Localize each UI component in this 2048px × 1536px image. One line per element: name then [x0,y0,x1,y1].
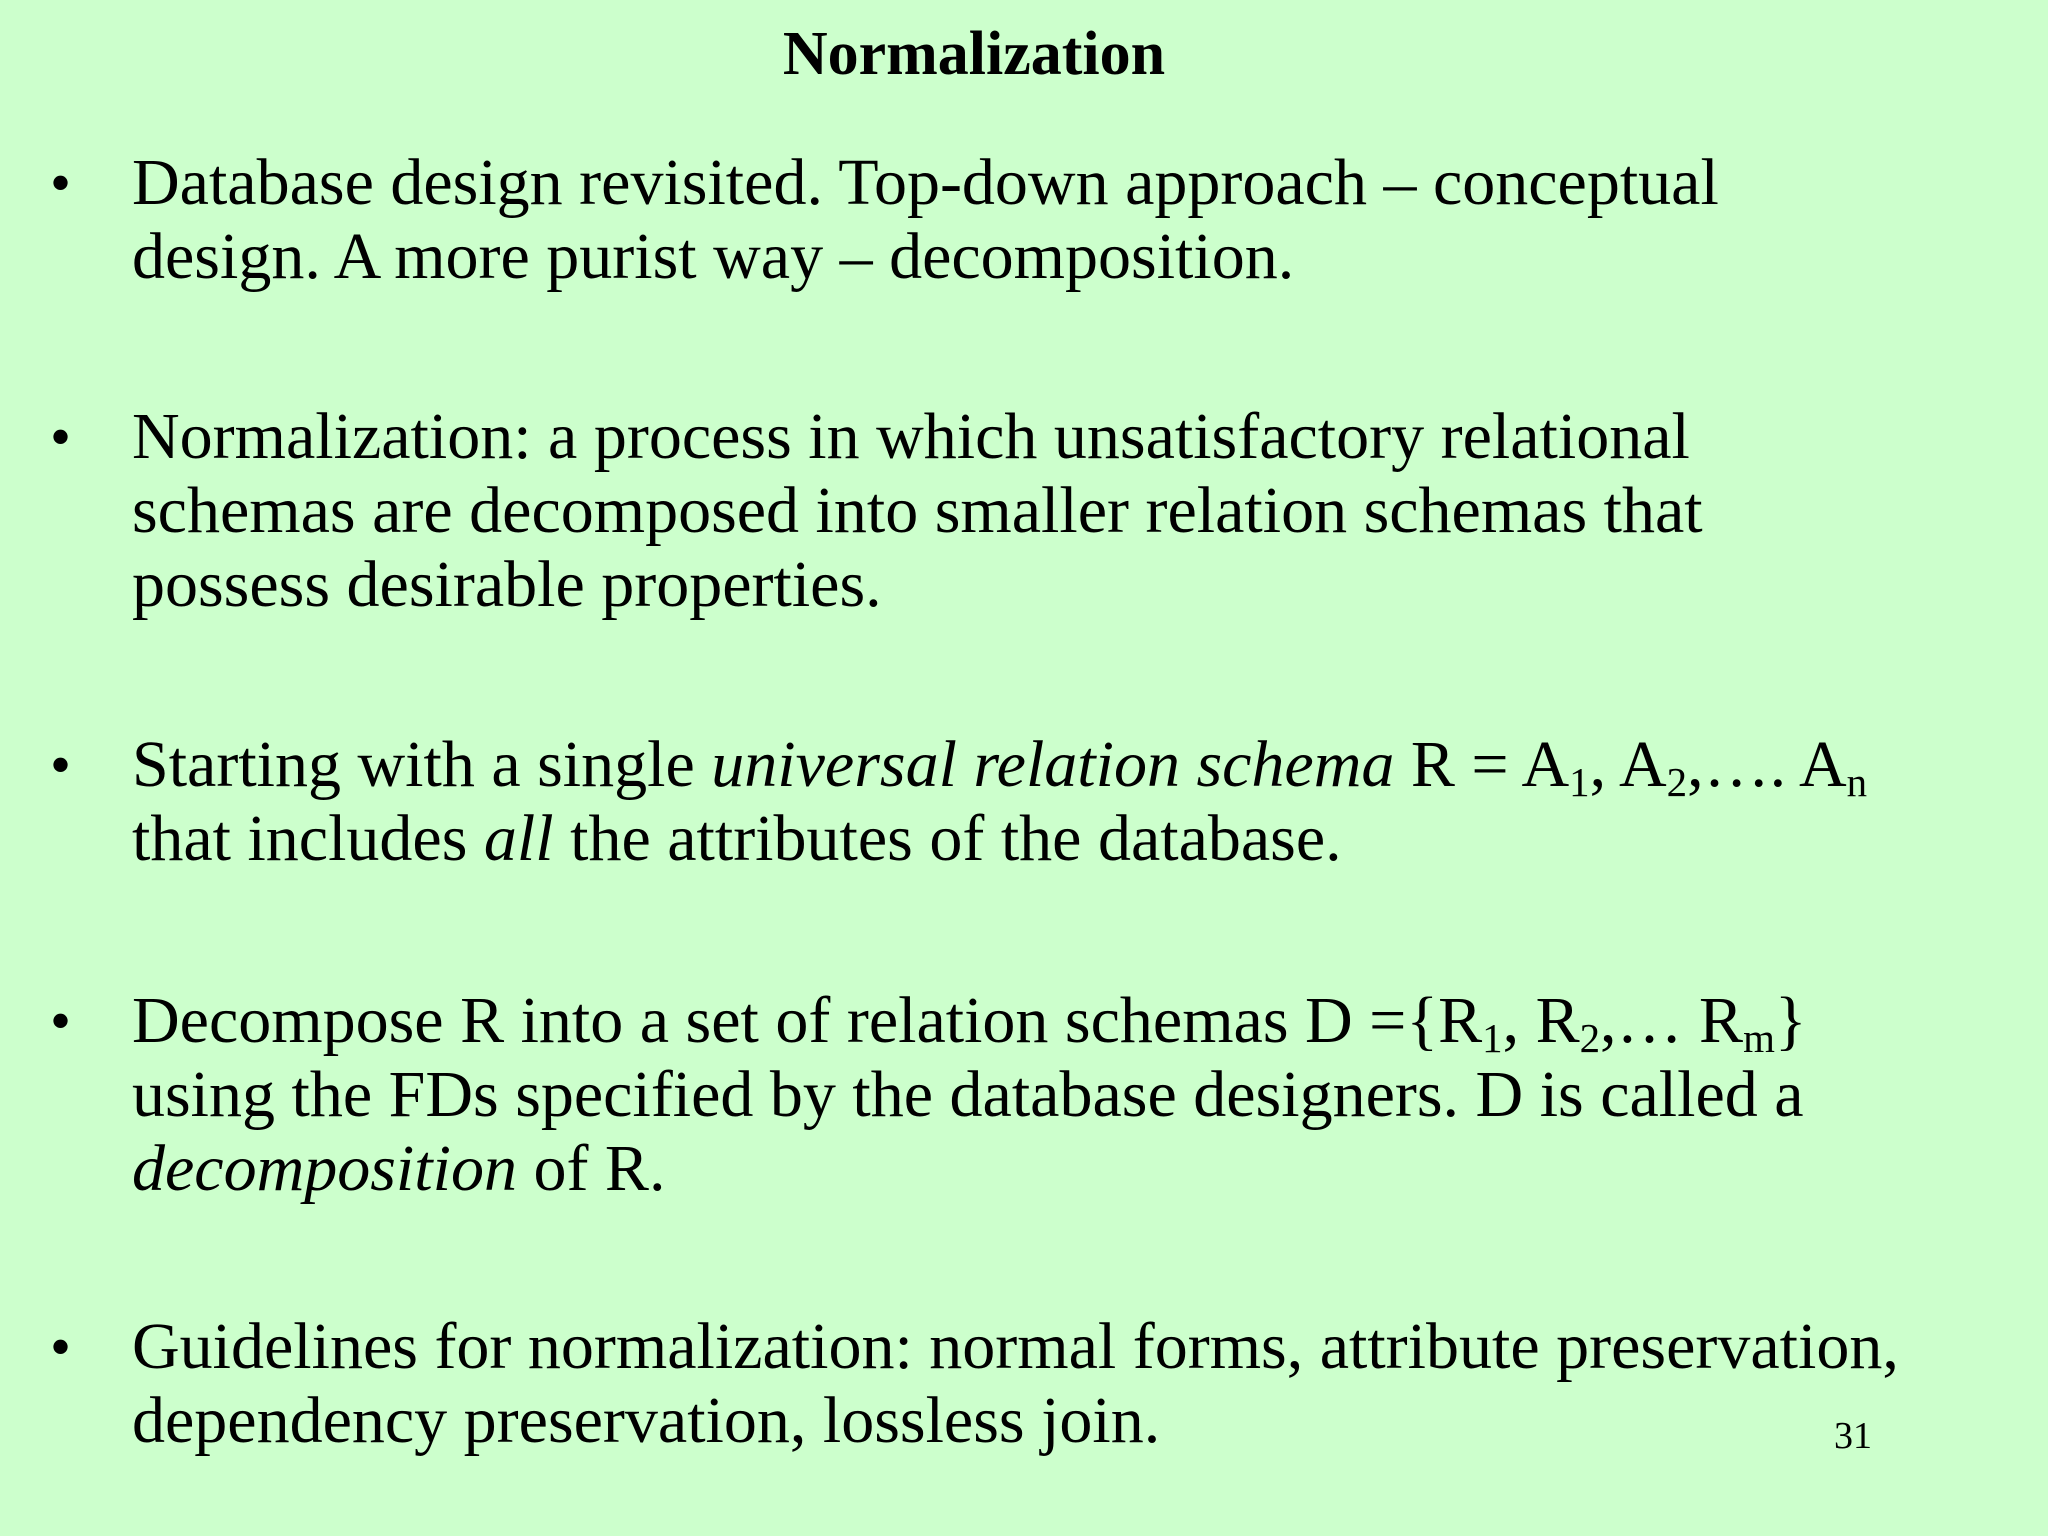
bullet-text [132,728,1992,876]
text-run: ,… R [1600,984,1744,1057]
bullet-line [132,984,1992,1062]
text-run: Decompose R into a set of relation schemas D ={R [132,984,1483,1057]
bullet-line: Database design revisited. Top-down approach – conceptual [132,146,1719,219]
bullet-dot-icon: • [50,732,72,798]
bullet-dot-icon: • [50,404,72,470]
subscript: 1 [1482,1016,1503,1062]
bullet-line: Guidelines for normalization: normal forms, attribute preservation, [132,1310,1899,1383]
subscript: 1 [1569,760,1590,806]
bullet-dot-icon: • [50,988,72,1054]
bullet-line: dependency preservation, lossless join. [132,1384,1161,1457]
page-number: 31 [1834,1415,1872,1457]
text-run: R = A [1394,728,1570,801]
bullet-text [132,1310,1992,1458]
text-run: the attributes of the database. [553,802,1342,875]
bullet-line [132,802,1992,876]
subscript: 2 [1579,1016,1601,1062]
text-run: , A [1589,728,1667,801]
text-run: ,…. A [1687,728,1847,801]
bullet-dot-icon: • [50,150,72,216]
italic-term: decomposition [132,1132,517,1205]
text-run: , R [1502,984,1580,1057]
bullet-line: possess desirable properties. [132,548,882,621]
italic-term: universal relation schema [711,728,1395,801]
bullet-line: Normalization: a process in which unsatisfactory relational [132,400,1690,473]
bullet-line [132,728,1992,806]
slide-title: Normalization [782,20,1166,88]
bullet-text [132,984,1992,1206]
bullet-text [132,400,1992,622]
italic-term: all [483,802,554,875]
text-run: of R. [516,1132,666,1205]
bullet-line: design. A more purist way – decomposition. [132,220,1295,293]
bullet-line: schemas are decomposed into smaller relation schemas that [132,474,1703,547]
bullet-line: using the FDs specified by the database designers. D is called a [132,1058,1804,1131]
text-run: Starting with a single [132,728,712,801]
bullet-line [132,1132,1992,1206]
text-run: that includes [132,802,484,875]
text-run: } [1774,984,1807,1057]
subscript: m [1743,1016,1775,1062]
subscript: 2 [1666,760,1688,806]
subscript: n [1846,760,1868,806]
bullet-text [132,146,1992,294]
bullet-dot-icon: • [50,1314,72,1380]
